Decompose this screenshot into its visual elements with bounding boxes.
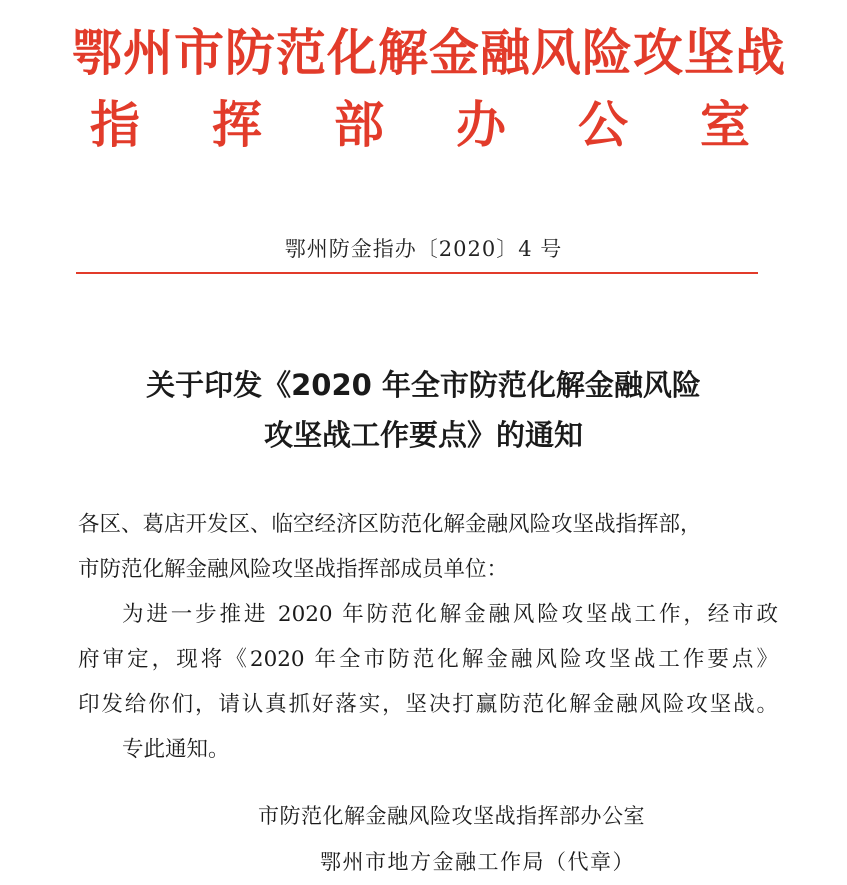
notice-title-line: 关于印发《2020 年全市防范化解金融风险 [146,368,701,402]
recipients-line: 市防范化解金融风险攻坚战指挥部成员单位： [78,557,509,582]
recipients-line: 各区、葛店开发区、临空经济区防范化解金融风险攻坚战指挥部， [78,512,702,537]
masthead-title: 鄂州市防范化解金融风险攻坚战 [72,24,786,82]
red-divider-line [76,272,758,274]
masthead-subtitle [90,94,750,156]
masthead-subtitle-char: 部 [334,96,384,154]
signature-office: 市防范化解金融风险攻坚战指挥部办公室 [258,804,645,828]
masthead-subtitle-char: 挥 [212,96,262,154]
signature-bureau: 鄂州市地方金融工作局（代章） [320,850,635,874]
notice-title [60,360,787,460]
notice-body [78,502,778,772]
masthead-subtitle-char: 办 [456,96,506,154]
paragraph-line: 为进一步推进 2020 年防范化解金融风险攻坚战工作，经市政 [122,602,778,627]
paragraph-line: 府审定，现将《2020 年全市防范化解金融风险攻坚战工作要点》 [78,647,778,672]
notice-title-line: 攻坚战工作要点》的通知 [263,418,583,452]
masthead-subtitle-char: 室 [700,96,750,154]
masthead-subtitle-char: 指 [90,96,140,154]
masthead-subtitle-char: 公 [578,96,628,154]
document-number: 鄂州防金指办〔2020〕4 号 [284,237,563,261]
paragraph-line: 印发给你们，请认真抓好落实，坚决打赢防范化解金融风险攻坚战。 [78,692,778,717]
closing-line: 专此通知。 [122,737,230,762]
